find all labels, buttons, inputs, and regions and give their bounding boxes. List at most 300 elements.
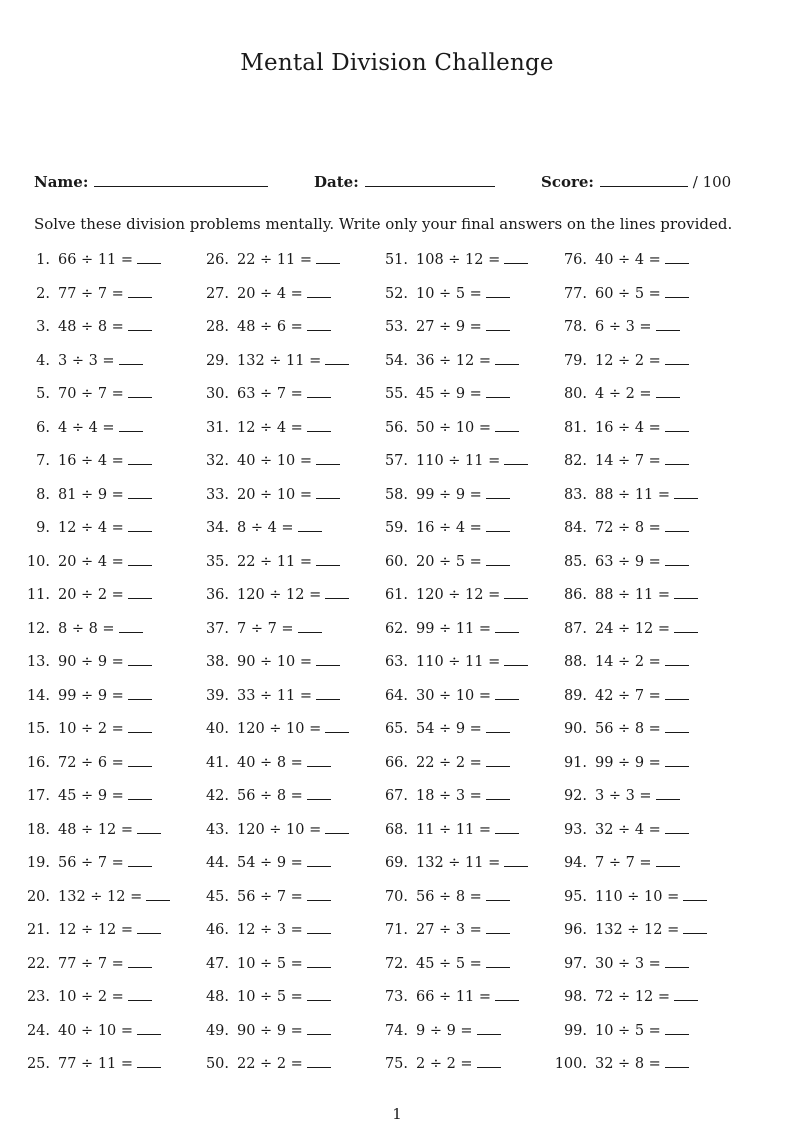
answer-line[interactable]	[128, 653, 152, 666]
problem-item	[372, 786, 510, 806]
answer-line[interactable]	[128, 720, 152, 733]
problem-number: 3.	[36, 319, 50, 335]
answer-line[interactable]	[137, 1022, 161, 1035]
problem-expression: 56 ÷ 8 =	[595, 721, 661, 737]
problem-number: 100.	[554, 1056, 587, 1072]
problem-number: 83.	[563, 486, 587, 503]
answer-line[interactable]	[119, 620, 143, 633]
problem-expression: 33 ÷ 11 =	[237, 687, 313, 704]
problem-expression: 90 ÷ 9 =	[237, 1022, 303, 1039]
answer-line[interactable]	[307, 419, 331, 432]
answer-line[interactable]	[665, 754, 689, 767]
answer-line[interactable]	[307, 955, 331, 968]
answer-line[interactable]	[316, 687, 340, 700]
answer-line[interactable]	[128, 385, 152, 398]
problem-item	[14, 786, 152, 806]
problem-number: 61.	[384, 587, 408, 603]
problem-number: 26.	[205, 252, 229, 268]
problem-number: 11.	[26, 587, 50, 603]
answer-line[interactable]	[495, 620, 519, 633]
problem-item	[551, 250, 689, 270]
problem-expression: 32 ÷ 4 =	[595, 821, 661, 838]
problem-item	[372, 451, 528, 471]
answer-line[interactable]	[504, 653, 528, 666]
problem-number: 15.	[26, 721, 50, 737]
problem-number: 92.	[563, 788, 587, 804]
problem-number: 73.	[384, 989, 408, 1005]
problem-number: 74.	[384, 1022, 408, 1039]
problem-expression: 72 ÷ 12 =	[595, 989, 671, 1005]
problem-item	[372, 686, 519, 706]
answer-line[interactable]	[128, 586, 152, 599]
problem-item	[372, 887, 510, 907]
problem-item	[193, 719, 349, 739]
problem-expression: 18 ÷ 3 =	[416, 788, 482, 804]
answer-line[interactable]	[325, 821, 349, 834]
problem-number: 85.	[563, 553, 587, 570]
answer-line[interactable]	[504, 586, 528, 599]
answer-line[interactable]	[307, 854, 331, 867]
answer-line[interactable]	[128, 955, 152, 968]
problem-item	[193, 619, 322, 639]
problem-number: 95.	[563, 888, 587, 905]
problem-item	[14, 317, 152, 337]
problem-expression: 50 ÷ 10 =	[416, 419, 492, 436]
problem-item	[551, 619, 698, 639]
problem-number: 98.	[563, 989, 587, 1005]
problem-expression: 132 ÷ 12 =	[595, 922, 680, 938]
problem-expression: 40 ÷ 4 =	[595, 252, 661, 268]
problem-expression: 81 ÷ 9 =	[58, 486, 124, 503]
name-field[interactable]	[34, 172, 268, 191]
problem-item	[372, 920, 510, 940]
problem-number: 53.	[384, 319, 408, 335]
answer-line[interactable]	[307, 988, 331, 1001]
problem-item	[372, 317, 510, 337]
problem-expression: 6 ÷ 3 =	[595, 319, 652, 335]
problem-item	[14, 1054, 161, 1074]
answer-line[interactable]	[665, 251, 689, 264]
answer-line[interactable]	[307, 385, 331, 398]
problem-item	[193, 1021, 331, 1041]
problem-expression: 22 ÷ 2 =	[416, 754, 482, 771]
problem-expression: 20 ÷ 4 =	[58, 553, 124, 570]
answer-line[interactable]	[307, 1055, 331, 1068]
answer-line[interactable]	[128, 452, 152, 465]
problem-expression: 88 ÷ 11 =	[595, 587, 671, 603]
problem-expression: 10 ÷ 5 =	[237, 955, 303, 972]
problem-number: 66.	[384, 754, 408, 771]
problem-item	[193, 786, 331, 806]
problem-number: 67.	[384, 788, 408, 804]
answer-line[interactable]	[674, 988, 698, 1001]
answer-line[interactable]	[674, 620, 698, 633]
problem-expression: 56 ÷ 7 =	[237, 888, 303, 905]
student-info-row	[34, 172, 744, 194]
problem-expression: 22 ÷ 2 =	[237, 1056, 303, 1072]
problem-item	[551, 719, 689, 739]
answer-line[interactable]	[307, 787, 331, 800]
problem-expression: 120 ÷ 12 =	[416, 587, 501, 603]
problem-number: 88.	[563, 654, 587, 670]
problem-number: 93.	[563, 821, 587, 838]
problem-number: 96.	[563, 922, 587, 938]
answer-line[interactable]	[665, 687, 689, 700]
problem-item	[14, 619, 143, 639]
problem-number: 50.	[205, 1056, 229, 1072]
problem-expression: 54 ÷ 9 =	[237, 855, 303, 871]
problem-expression: 56 ÷ 7 =	[58, 855, 124, 871]
problem-number: 70.	[384, 888, 408, 905]
answer-line[interactable]	[665, 285, 689, 298]
name-label: Name:	[34, 173, 89, 191]
problem-number: 10.	[26, 553, 50, 570]
problem-expression: 40 ÷ 8 =	[237, 754, 303, 771]
problem-item	[372, 552, 510, 572]
problem-number: 77.	[563, 285, 587, 302]
problem-item	[193, 485, 340, 505]
problem-expression: 120 ÷ 10 =	[237, 821, 322, 838]
answer-line[interactable]	[656, 787, 680, 800]
problem-item	[551, 887, 707, 907]
problem-expression: 30 ÷ 3 =	[595, 955, 661, 972]
problem-expression: 108 ÷ 12 =	[416, 252, 501, 268]
problem-item	[14, 585, 152, 605]
problem-expression: 45 ÷ 5 =	[416, 955, 482, 972]
problem-number: 32.	[205, 453, 229, 469]
problem-expression: 36 ÷ 12 =	[416, 352, 492, 369]
answer-line[interactable]	[674, 586, 698, 599]
answer-line[interactable]	[486, 888, 510, 901]
score-answer-line[interactable]	[600, 172, 688, 187]
problem-item	[372, 753, 510, 773]
answer-line[interactable]	[325, 586, 349, 599]
problem-number: 78.	[563, 319, 587, 335]
problem-number: 52.	[384, 285, 408, 302]
problem-item	[14, 485, 152, 505]
answer-line[interactable]	[665, 1022, 689, 1035]
problem-item	[372, 384, 510, 404]
problem-number: 23.	[26, 989, 50, 1005]
answer-line[interactable]	[316, 452, 340, 465]
problem-expression: 24 ÷ 12 =	[595, 620, 671, 637]
problem-item	[14, 418, 143, 438]
answer-line[interactable]	[674, 486, 698, 499]
answer-line[interactable]	[316, 653, 340, 666]
answer-line[interactable]	[683, 888, 707, 901]
problem-number: 5.	[36, 386, 50, 402]
problem-expression: 110 ÷ 11 =	[416, 654, 501, 670]
answer-line[interactable]	[665, 821, 689, 834]
problem-number: 80.	[563, 386, 587, 402]
problem-expression: 40 ÷ 10 =	[237, 453, 313, 469]
problem-expression: 56 ÷ 8 =	[416, 888, 482, 905]
problem-number: 69.	[384, 855, 408, 871]
answer-line[interactable]	[486, 519, 510, 532]
problem-item	[14, 853, 152, 873]
problem-expression: 20 ÷ 10 =	[237, 486, 313, 503]
problem-item	[372, 853, 528, 873]
problem-number: 45.	[205, 888, 229, 905]
answer-line[interactable]	[665, 653, 689, 666]
problem-number: 54.	[384, 352, 408, 369]
answer-line[interactable]	[128, 687, 152, 700]
answer-line[interactable]	[486, 285, 510, 298]
answer-line[interactable]	[486, 486, 510, 499]
problem-item	[14, 1021, 161, 1041]
answer-line[interactable]	[128, 553, 152, 566]
problem-item	[551, 920, 707, 940]
problem-item	[551, 418, 689, 438]
problem-expression: 99 ÷ 9 =	[416, 486, 482, 503]
problem-number: 29.	[205, 352, 229, 369]
answer-line[interactable]	[504, 251, 528, 264]
answer-line[interactable]	[495, 687, 519, 700]
problem-item	[551, 652, 689, 672]
answer-line[interactable]	[486, 385, 510, 398]
problem-item	[14, 552, 152, 572]
problem-expression: 72 ÷ 8 =	[595, 520, 661, 536]
problem-expression: 8 ÷ 8 =	[58, 620, 115, 637]
problem-number: 1.	[36, 252, 50, 268]
answer-line[interactable]	[665, 955, 689, 968]
problem-expression: 45 ÷ 9 =	[58, 788, 124, 804]
problem-number: 20.	[26, 888, 50, 905]
problem-item	[551, 853, 680, 873]
problem-number: 44.	[205, 855, 229, 871]
answer-line[interactable]	[495, 821, 519, 834]
answer-line[interactable]	[137, 1055, 161, 1068]
answer-line[interactable]	[128, 988, 152, 1001]
answer-line[interactable]	[307, 888, 331, 901]
problem-item	[372, 652, 528, 672]
problem-expression: 16 ÷ 4 =	[595, 419, 661, 436]
answer-line[interactable]	[665, 419, 689, 432]
date-answer-line[interactable]	[365, 172, 495, 187]
problem-expression: 60 ÷ 5 =	[595, 285, 661, 302]
problem-item	[551, 284, 689, 304]
answer-line[interactable]	[486, 720, 510, 733]
problem-number: 16.	[26, 754, 50, 771]
problem-number: 2.	[36, 285, 50, 302]
problem-expression: 9 ÷ 9 =	[416, 1022, 473, 1039]
answer-line[interactable]	[486, 955, 510, 968]
name-answer-line[interactable]	[94, 172, 268, 187]
answer-line[interactable]	[656, 854, 680, 867]
problem-item	[14, 719, 152, 739]
answer-line[interactable]	[665, 519, 689, 532]
problem-number: 89.	[563, 687, 587, 704]
problem-expression: 16 ÷ 4 =	[416, 520, 482, 536]
answer-line[interactable]	[316, 486, 340, 499]
answer-line[interactable]	[137, 821, 161, 834]
problem-expression: 56 ÷ 8 =	[237, 788, 303, 804]
problem-expression: 63 ÷ 9 =	[595, 553, 661, 570]
problem-item	[372, 250, 528, 270]
score-field[interactable]	[541, 172, 731, 191]
answer-line[interactable]	[495, 988, 519, 1001]
answer-line[interactable]	[128, 754, 152, 767]
answer-line[interactable]	[504, 452, 528, 465]
problem-expression: 66 ÷ 11 =	[58, 252, 134, 268]
problem-number: 13.	[26, 654, 50, 670]
problem-item	[551, 585, 698, 605]
problem-item	[551, 686, 689, 706]
answer-line[interactable]	[119, 352, 143, 365]
problem-item	[193, 351, 349, 371]
problem-item	[372, 585, 528, 605]
problem-item	[14, 686, 152, 706]
problem-item	[193, 920, 331, 940]
problem-expression: 63 ÷ 7 =	[237, 386, 303, 402]
problem-expression: 132 ÷ 11 =	[237, 352, 322, 369]
answer-line[interactable]	[486, 921, 510, 934]
answer-line[interactable]	[656, 385, 680, 398]
problem-number: 48.	[205, 989, 229, 1005]
problem-item	[14, 887, 170, 907]
problem-number: 68.	[384, 821, 408, 838]
problem-expression: 32 ÷ 8 =	[595, 1056, 661, 1072]
problem-expression: 3 ÷ 3 =	[58, 352, 115, 369]
problem-number: 30.	[205, 386, 229, 402]
page-number: 1	[392, 1105, 402, 1123]
problem-number: 25.	[26, 1056, 50, 1072]
problem-number: 7.	[36, 453, 50, 469]
problem-expression: 66 ÷ 11 =	[416, 989, 492, 1005]
answer-line[interactable]	[128, 787, 152, 800]
problem-item	[14, 384, 152, 404]
problem-expression: 120 ÷ 12 =	[237, 587, 322, 603]
date-field[interactable]	[314, 172, 495, 191]
problem-expression: 132 ÷ 12 =	[58, 888, 143, 905]
answer-line[interactable]	[665, 352, 689, 365]
problem-number: 47.	[205, 955, 229, 972]
answer-line[interactable]	[119, 419, 143, 432]
problem-number: 19.	[26, 855, 50, 871]
problem-item	[14, 820, 161, 840]
problem-number: 82.	[563, 453, 587, 469]
problem-item	[551, 987, 698, 1007]
problem-expression: 20 ÷ 5 =	[416, 553, 482, 570]
answer-line[interactable]	[486, 318, 510, 331]
problem-number: 12.	[26, 620, 50, 637]
problem-number: 63.	[384, 654, 408, 670]
answer-line[interactable]	[137, 921, 161, 934]
problem-number: 28.	[205, 319, 229, 335]
problem-expression: 10 ÷ 5 =	[416, 285, 482, 302]
problem-item	[193, 820, 349, 840]
problem-item	[551, 351, 689, 371]
score-label: Score:	[541, 173, 594, 191]
problem-item	[14, 753, 152, 773]
problem-item	[551, 1021, 689, 1041]
answer-line[interactable]	[298, 620, 322, 633]
problem-expression: 3 ÷ 3 =	[595, 788, 652, 804]
answer-line[interactable]	[495, 419, 519, 432]
problem-expression: 77 ÷ 7 =	[58, 285, 124, 302]
problem-number: 37.	[205, 620, 229, 637]
problem-item	[551, 820, 689, 840]
problem-number: 97.	[563, 955, 587, 972]
problem-number: 18.	[26, 821, 50, 838]
problem-item	[551, 317, 680, 337]
problem-item	[372, 418, 519, 438]
answer-line[interactable]	[495, 352, 519, 365]
answer-line[interactable]	[486, 754, 510, 767]
answer-line[interactable]	[325, 352, 349, 365]
answer-line[interactable]	[665, 720, 689, 733]
problem-expression: 2 ÷ 2 =	[416, 1056, 473, 1072]
answer-line[interactable]	[486, 787, 510, 800]
problem-item	[193, 284, 331, 304]
problem-item	[551, 786, 680, 806]
problem-item	[14, 250, 161, 270]
problem-number: 24.	[26, 1022, 50, 1039]
answer-line[interactable]	[128, 285, 152, 298]
problem-expression: 12 ÷ 12 =	[58, 922, 134, 938]
answer-line[interactable]	[298, 519, 322, 532]
answer-line[interactable]	[665, 553, 689, 566]
answer-line[interactable]	[128, 519, 152, 532]
problem-expression: 14 ÷ 7 =	[595, 453, 661, 469]
problem-expression: 40 ÷ 10 =	[58, 1022, 134, 1039]
problem-number: 72.	[384, 955, 408, 972]
problem-item	[193, 954, 331, 974]
answer-line[interactable]	[665, 452, 689, 465]
problem-number: 76.	[563, 252, 587, 268]
problem-expression: 7 ÷ 7 =	[595, 855, 652, 871]
answer-line[interactable]	[128, 854, 152, 867]
problem-item	[14, 451, 152, 471]
problem-number: 39.	[205, 687, 229, 704]
answer-line[interactable]	[477, 1055, 501, 1068]
answer-line[interactable]	[656, 318, 680, 331]
problem-expression: 45 ÷ 9 =	[416, 386, 482, 402]
answer-line[interactable]	[307, 1022, 331, 1035]
answer-line[interactable]	[307, 285, 331, 298]
problem-expression: 99 ÷ 11 =	[416, 620, 492, 637]
problem-expression: 10 ÷ 5 =	[237, 989, 303, 1005]
answer-line[interactable]	[137, 251, 161, 264]
answer-line[interactable]	[307, 318, 331, 331]
answer-line[interactable]	[307, 921, 331, 934]
problem-number: 42.	[205, 788, 229, 804]
problem-item	[193, 518, 322, 538]
answer-line[interactable]	[316, 553, 340, 566]
answer-line[interactable]	[146, 888, 170, 901]
answer-line[interactable]	[477, 1022, 501, 1035]
instructions: Solve these division problems mentally. Write only your final answers on the lines provided.	[34, 215, 733, 233]
problem-number: 31.	[205, 419, 229, 436]
problem-number: 21.	[26, 922, 50, 938]
problem-item	[14, 987, 152, 1007]
problem-item	[372, 987, 519, 1007]
problem-item	[372, 619, 519, 639]
answer-line[interactable]	[665, 1055, 689, 1068]
answer-line[interactable]	[316, 251, 340, 264]
problem-number: 43.	[205, 821, 229, 838]
answer-line[interactable]	[486, 553, 510, 566]
problem-number: 35.	[205, 553, 229, 570]
answer-line[interactable]	[683, 921, 707, 934]
answer-line[interactable]	[128, 486, 152, 499]
answer-line[interactable]	[504, 854, 528, 867]
problem-item	[193, 1054, 331, 1074]
answer-line[interactable]	[128, 318, 152, 331]
problem-number: 49.	[205, 1022, 229, 1039]
answer-line[interactable]	[307, 754, 331, 767]
answer-line[interactable]	[325, 720, 349, 733]
